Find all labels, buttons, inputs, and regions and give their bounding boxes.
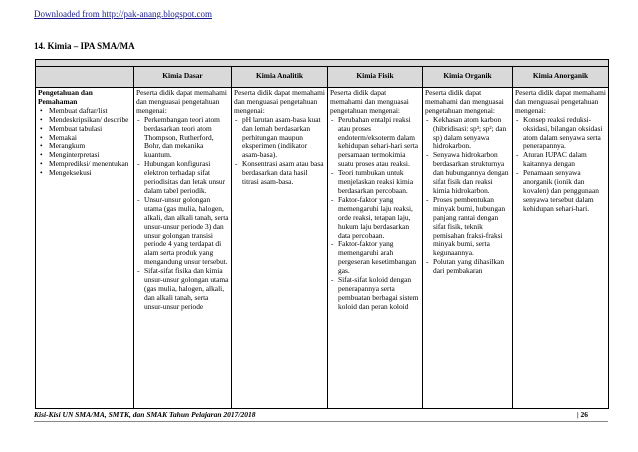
col-header-kimia-analitik: Kimia Analitik <box>232 67 328 88</box>
list-item: - Penamaan senyawa anorganik (ionik dan kovalen) dan penggunaan senyawa tersebut dalam kehidupan sehari-hari. <box>523 169 606 214</box>
list-item: • Memprediksi/ menentukan <box>49 160 131 169</box>
cell-kimia-dasar <box>134 88 232 409</box>
cell-intro: Peserta didik dapat memahami dan menguasai pengetahuan mengenai: <box>234 89 325 115</box>
col-header-kimia-organik: Kimia Organik <box>423 67 513 88</box>
download-link[interactable]: Downloaded from http://pak-anang.blogspot.com <box>34 9 212 19</box>
level-title: Pengetahuan dan Pemahaman <box>38 89 93 106</box>
list-item: - Faktor-faktor yang memengaruhi laju reaksi, orde reaksi, tetapan laju, hukum laju berdasarkan data percobaan. <box>338 196 420 241</box>
list-item: - Aturan IUPAC dalam kaitannya dengan <box>523 151 606 169</box>
list-item: - pH larutan asam-basa kuat dan lemah berdasarkan perhitungan maupun eksperimen (indikator asam-basa). <box>242 116 325 161</box>
list-item: - Hubungan konfigurasi elektron terhadap sifat periodisitas dan letak unsur dalam tabel periodik. <box>144 160 229 196</box>
cell-intro: Peserta didik dapat memahami dan menguasai pengetahuan mengenai: <box>330 89 409 115</box>
col-header-kimia-fisik: Kimia Fisik <box>328 67 423 88</box>
list-item: - Sifat-sifat fisika dan kimia unsur-unsur golongan utama (gas mulia, halogen, alkali, dan alkali tanah, serta unsur-unsur periode <box>144 267 229 312</box>
header-spacer <box>36 60 609 67</box>
list-item: - Perkembangan teori atom berdasarkan teori atom Thompson, Rutherford, Bohr, dan mekanika kuantum. <box>144 116 229 161</box>
footer-title: Kisi-Kisi UN SMA/MA, SMTK, dan SMAK Tahun Pelajaran 2017/2018 <box>34 410 256 419</box>
footer-divider <box>34 421 608 422</box>
list-item: - Teori tumbukan untuk menjelaskan reaksi kimia berdasarkan percobaan. <box>338 169 420 196</box>
list-item: - Polutan yang dihasilkan dari pembakaran <box>433 258 510 276</box>
cell-kimia-anorganik <box>513 88 609 409</box>
topic-list <box>425 116 510 276</box>
list-item: - Konsentrasi asam atau basa berdasarkan data hasil titrasi asam-basa. <box>242 160 325 187</box>
col-header-blank <box>36 67 134 88</box>
skill-list <box>38 107 131 178</box>
topic-list <box>136 116 229 312</box>
list-item: • Membuat daftar/list <box>49 107 131 116</box>
list-item: - Kekhasan atom karbon (hibridisasi: sp³; sp²; dan sp) dalam senyawa hidrokarbon. <box>433 116 510 152</box>
list-item: - Sifat-sifat koloid dengan penerapannya serta pembuatan berbagai sistem koloid dan peran koloid <box>338 276 420 312</box>
cell-intro: Peserta didik dapat memahami dan menguasai pengetahuan mengenai: <box>425 89 504 115</box>
col-header-kimia-dasar: Kimia Dasar <box>134 67 232 88</box>
cell-intro: Peserta didik dapat memahami dan menguasai pengetahuan mengenai: <box>136 89 227 115</box>
list-item: • Membuat tabulasi <box>49 125 131 134</box>
list-item: - Senyawa hidrokarbon berdasarkan strukturnya dan hubungannya dengan sifat fisik dan reaksi kimia hidrokarbon. <box>433 151 510 196</box>
list-item: • Menginterpretasi <box>49 151 131 160</box>
cell-kimia-analitik <box>232 88 328 409</box>
topic-list <box>515 116 606 214</box>
list-item: • Memakai <box>49 134 131 143</box>
list-item: - Unsur-unsur golongan utama (gas mulia, halogen, alkali, dan alkali tanah, serta unsur-unsur periode 3) dan unsur golongan transisi periode 4 yang terdapat di alam serta produk yang mengandung unsur tersebut. <box>144 196 229 267</box>
page-number: | 26 <box>577 410 589 419</box>
cell-pengetahuan <box>36 88 134 409</box>
cell-kimia-organik <box>423 88 513 409</box>
section-heading: 14. Kimia – IPA SMA/MA <box>34 41 135 51</box>
col-header-kimia-anorganik: Kimia Anorganik <box>513 67 609 88</box>
list-item: - Perubahan entalpi reaksi atau proses endoterm/eksoterm dalam kehidupan sehari-hari serta persamaan termokimia suatu proses atau reaksi. <box>338 116 420 169</box>
list-item: - Faktor-faktor yang memengaruhi arah pergeseran kesetimbangan gas. <box>338 240 420 276</box>
list-item: • Mendeskripsikan/ describe <box>49 116 131 125</box>
list-item: - Proses pembentukan minyak bumi, hubungan panjang rantai dengan sifat fisik, teknik pemisahan fraksi-fraksi minyak bumi, serta kegunaannya. <box>433 196 510 258</box>
kisi-kisi-table <box>35 59 609 409</box>
cell-kimia-fisik <box>328 88 423 409</box>
topic-list <box>234 116 325 187</box>
list-item: • Mengeksekusi <box>49 169 131 178</box>
list-item: • Merangkum <box>49 142 131 151</box>
topic-list <box>330 116 420 312</box>
list-item: - Konsep reaksi reduksi-oksidasi, bilangan oksidasi atom dalam senyawa serta penerapannya. <box>523 116 606 152</box>
cell-intro: Peserta didik dapat memahami dan menguasai pengetahuan mengenai: <box>515 89 606 115</box>
